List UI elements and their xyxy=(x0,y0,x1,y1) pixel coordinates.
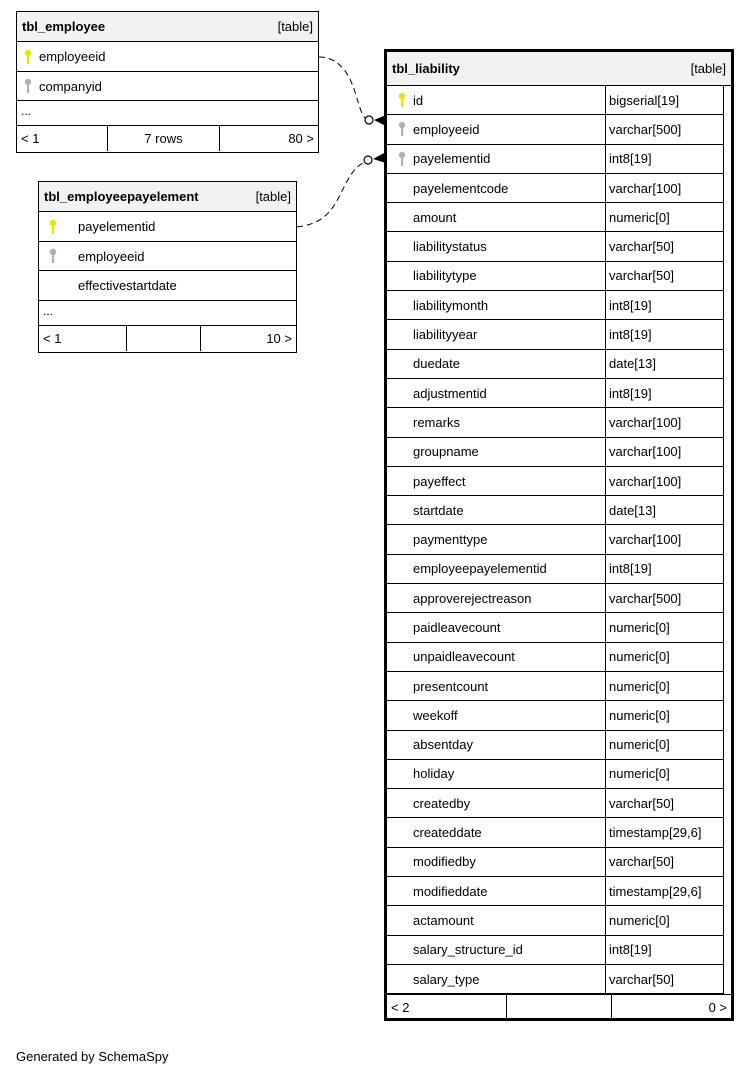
key-placeholder xyxy=(397,414,407,430)
column-row[interactable] xyxy=(39,271,296,301)
column-type: numeric[0] xyxy=(605,672,723,700)
table-tbl-employee[interactable] xyxy=(16,11,319,153)
column-row[interactable] xyxy=(39,212,296,242)
key-placeholder xyxy=(397,444,407,460)
column-name: effectivestartdate xyxy=(78,278,177,293)
column-name: employeeid xyxy=(39,49,106,64)
column-name: payelementid xyxy=(78,219,156,234)
generated-by-label: Generated by SchemaSpy xyxy=(16,1049,169,1064)
table-name: tbl_employeepayelement xyxy=(44,189,199,204)
column-name: approverejectreason xyxy=(413,590,532,606)
column-name: groupname xyxy=(413,444,479,460)
column-row[interactable] xyxy=(387,789,724,818)
column-type: int8[19] xyxy=(605,291,723,319)
column-type: int8[19] xyxy=(605,555,723,583)
column-name: createddate xyxy=(413,825,482,841)
key-placeholder xyxy=(397,297,407,313)
key-placeholder xyxy=(397,942,407,958)
row-count: 7 rows xyxy=(108,126,220,151)
parents-count[interactable]: < 1 xyxy=(39,326,127,351)
key-placeholder xyxy=(397,473,407,489)
column-type: varchar[100] xyxy=(605,467,723,495)
column-row[interactable] xyxy=(387,906,724,935)
column-type: int8[19] xyxy=(605,379,723,407)
column-name: createdby xyxy=(413,795,471,811)
column-row[interactable] xyxy=(387,613,724,642)
foreign-key-icon xyxy=(23,78,33,94)
column-name: paidleavecount xyxy=(413,619,501,635)
optional-circle-icon xyxy=(364,156,372,164)
key-placeholder xyxy=(397,707,407,723)
more-columns-ellipsis: ... xyxy=(39,301,296,326)
column-row[interactable] xyxy=(387,760,724,789)
key-placeholder xyxy=(397,678,407,694)
column-row[interactable] xyxy=(387,320,724,349)
column-row[interactable] xyxy=(387,965,724,994)
column-name: actamount xyxy=(413,912,474,928)
key-placeholder xyxy=(397,385,407,401)
column-name: salary_type xyxy=(413,971,480,987)
column-name: remarks xyxy=(413,414,460,430)
optional-circle-icon xyxy=(365,116,373,124)
column-row[interactable] xyxy=(39,242,296,271)
column-type: varchar[500] xyxy=(605,115,723,143)
column-type: varchar[50] xyxy=(605,262,723,290)
column-type: numeric[0] xyxy=(605,701,723,729)
column-row[interactable] xyxy=(387,174,724,203)
foreign-key-icon xyxy=(397,121,407,137)
column-type: varchar[50] xyxy=(605,232,723,260)
key-placeholder xyxy=(397,590,407,606)
column-row[interactable] xyxy=(387,467,724,496)
key-placeholder xyxy=(397,619,407,635)
key-placeholder xyxy=(397,825,407,841)
key-placeholder xyxy=(397,239,407,255)
column-row[interactable] xyxy=(387,877,724,906)
table-footer xyxy=(17,126,318,151)
primary-key-icon xyxy=(48,219,58,235)
column-type: int8[19] xyxy=(605,936,723,964)
column-row[interactable] xyxy=(387,203,724,232)
column-type: numeric[0] xyxy=(605,731,723,759)
row-count xyxy=(127,326,201,351)
key-placeholder xyxy=(397,356,407,372)
table-kind: [table] xyxy=(277,19,313,34)
column-name: amount xyxy=(413,209,457,225)
column-row[interactable] xyxy=(387,848,724,877)
column-row[interactable] xyxy=(387,818,724,847)
column-row[interactable] xyxy=(387,496,724,525)
column-name: holiday xyxy=(413,766,455,782)
table-footer xyxy=(39,326,296,351)
column-name: payeffect xyxy=(413,473,466,489)
table-tbl-liability[interactable] xyxy=(384,49,734,1021)
column-name: liabilitytype xyxy=(413,268,477,284)
column-name: companyid xyxy=(39,78,102,94)
column-name: liabilitymonth xyxy=(413,297,489,313)
column-name: salary_structure_id xyxy=(413,942,523,958)
column-name: modifiedby xyxy=(413,854,476,870)
row-count xyxy=(507,995,612,1020)
children-count[interactable]: 10 > xyxy=(266,331,292,346)
column-name: payelementid xyxy=(413,151,491,167)
column-name: startdate xyxy=(413,502,464,518)
column-name: employeeid xyxy=(78,248,145,264)
column-type: varchar[100] xyxy=(605,408,723,436)
column-type: int8[19] xyxy=(605,145,723,173)
column-name: paymenttype xyxy=(413,532,488,548)
column-row[interactable] xyxy=(17,72,318,101)
key-placeholder xyxy=(397,971,407,987)
relationship-employee-liability xyxy=(319,57,369,121)
column-type: varchar[100] xyxy=(605,438,723,466)
table-name: tbl_employee xyxy=(22,19,106,34)
column-name: employeeid xyxy=(413,121,480,137)
column-name: modifieddate xyxy=(413,883,488,899)
key-placeholder xyxy=(397,854,407,870)
column-name: liabilityyear xyxy=(413,327,478,343)
key-placeholder xyxy=(397,180,407,196)
column-row[interactable] xyxy=(387,262,724,291)
column-name: presentcount xyxy=(413,678,489,694)
column-row[interactable] xyxy=(387,291,724,320)
table-header[interactable] xyxy=(39,182,296,212)
column-name: payelementcode xyxy=(413,180,509,196)
table-tbl-employeepayelement[interactable] xyxy=(38,181,297,353)
table-header[interactable] xyxy=(17,12,318,42)
column-name: adjustmentid xyxy=(413,385,487,401)
column-type: numeric[0] xyxy=(605,203,723,231)
column-row[interactable] xyxy=(387,584,724,613)
table-header[interactable] xyxy=(387,52,731,86)
key-placeholder xyxy=(397,268,407,284)
column-type: timestamp[29,6] xyxy=(605,877,723,905)
key-placeholder xyxy=(397,737,407,753)
column-name: duedate xyxy=(413,356,460,372)
column-row[interactable] xyxy=(387,555,724,584)
column-type: varchar[50] xyxy=(605,848,723,876)
key-placeholder xyxy=(397,502,407,518)
column-row[interactable] xyxy=(387,731,724,760)
column-type: timestamp[29,6] xyxy=(605,818,723,846)
primary-key-icon xyxy=(23,49,33,65)
column-type: numeric[0] xyxy=(605,613,723,641)
parents-count[interactable]: < 1 xyxy=(17,126,108,151)
foreign-key-icon xyxy=(48,248,58,264)
column-row[interactable] xyxy=(387,672,724,701)
column-row[interactable] xyxy=(387,438,724,467)
column-row[interactable] xyxy=(387,408,724,437)
column-row[interactable] xyxy=(387,525,724,554)
children-count[interactable]: 80 > xyxy=(288,131,314,146)
table-kind: [table] xyxy=(690,61,726,76)
column-row[interactable] xyxy=(387,115,724,144)
more-columns-ellipsis: ... xyxy=(17,101,318,126)
foreign-key-icon xyxy=(397,151,407,167)
key-placeholder xyxy=(397,532,407,548)
column-type: varchar[500] xyxy=(605,584,723,612)
primary-key-icon xyxy=(397,92,407,108)
column-type: date[13] xyxy=(605,350,723,378)
children-count[interactable]: 0 > xyxy=(708,1000,727,1016)
column-type: bigserial[19] xyxy=(605,86,723,114)
parents-count[interactable]: < 2 xyxy=(387,995,507,1020)
column-row[interactable] xyxy=(387,701,724,730)
column-name: employeepayelementid xyxy=(413,561,547,577)
key-placeholder xyxy=(397,912,407,928)
column-type: int8[19] xyxy=(605,320,723,348)
key-placeholder xyxy=(397,209,407,225)
column-type: numeric[0] xyxy=(605,906,723,934)
column-type: varchar[50] xyxy=(605,965,723,993)
column-row[interactable] xyxy=(17,42,318,72)
column-name: absentday xyxy=(413,737,473,753)
column-row[interactable] xyxy=(387,86,724,115)
table-name: tbl_liability xyxy=(392,61,460,76)
column-type: varchar[100] xyxy=(605,525,723,553)
key-placeholder xyxy=(397,766,407,782)
key-placeholder xyxy=(397,883,407,899)
key-placeholder xyxy=(397,649,407,665)
table-kind: [table] xyxy=(255,189,291,204)
column-name: unpaidleavecount xyxy=(413,649,515,665)
column-row[interactable] xyxy=(387,232,724,261)
column-name: liabilitystatus xyxy=(413,239,487,255)
key-placeholder xyxy=(397,561,407,577)
relationship-payelement-liability xyxy=(297,161,368,227)
column-name: id xyxy=(413,92,424,108)
column-type: varchar[50] xyxy=(605,789,723,817)
column-list xyxy=(387,86,731,994)
table-footer xyxy=(387,994,731,1020)
key-placeholder xyxy=(397,327,407,343)
key-placeholder xyxy=(397,795,407,811)
column-name: weekoff xyxy=(413,707,458,723)
column-type: date[13] xyxy=(605,496,723,524)
column-row[interactable] xyxy=(387,350,724,379)
column-row[interactable] xyxy=(387,643,724,672)
column-row[interactable] xyxy=(387,936,724,965)
column-type: numeric[0] xyxy=(605,760,723,788)
column-row[interactable] xyxy=(387,379,724,408)
column-row[interactable] xyxy=(387,145,724,174)
column-type: numeric[0] xyxy=(605,643,723,671)
column-type: varchar[100] xyxy=(605,174,723,202)
